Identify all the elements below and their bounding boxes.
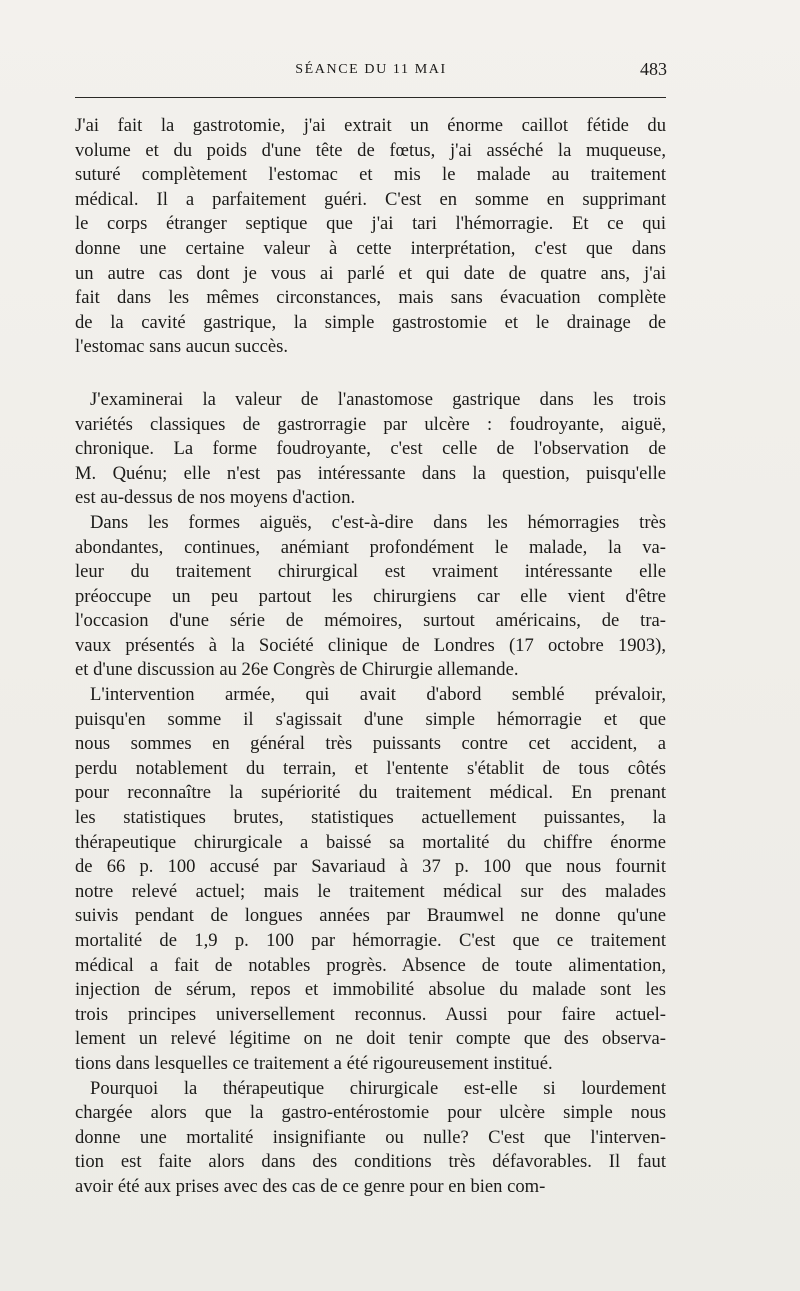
text-line: chronique. La forme foudroyante, c'est celle de l'observation de — [75, 438, 666, 460]
header-rule — [75, 97, 666, 98]
text-line: suturé complètement l'estomac et mis le malade au traitement — [75, 164, 666, 186]
text-line: thérapeutique chirurgicale a baissé sa mortalité du chiffre énorme — [75, 831, 666, 853]
text-line: volume et du poids d'une tête de fœtus, j'ai asséché la muqueuse, — [75, 139, 666, 161]
text-line: tion est faite alors dans des conditions très défavorables. Il faut — [75, 1151, 666, 1173]
text-line: les statistiques brutes, statistiques actuellement puissantes, la — [75, 807, 666, 829]
text-line: variétés classiques de gastrorragie par ulcère : foudroyante, aiguë, — [75, 413, 666, 435]
text-line: de 66 p. 100 accusé par Savariaud à 37 p. 100 que nous fournit — [75, 856, 666, 878]
text-line: M. Quénu; elle n'est pas intéressante dans la question, puisqu'elle — [75, 462, 666, 484]
text-line: perdu notablement du terrain, et l'entente s'établit de tous côtés — [75, 757, 666, 779]
text-line: J'ai fait la gastrotomie, j'ai extrait un énorme caillot fétide du — [75, 115, 666, 136]
text-line: abondantes, continues, anémiant profondément le malade, la va- — [75, 536, 666, 558]
text-line: est au-dessus de nos moyens d'action. — [75, 487, 356, 509]
text-line: puisqu'en somme il s'agissait d'une simple hémorragie et que — [75, 708, 666, 730]
text-line: l'estomac sans aucun succès. — [75, 336, 288, 358]
text-line: et d'une discussion au 26e Congrès de Chirurgie allemande. — [75, 659, 519, 681]
text-line: chargée alors que la gastro-entérostomie pour ulcère simple nous — [75, 1102, 666, 1124]
text-line: fait dans les mêmes circonstances, mais sans évacuation complète — [75, 287, 666, 309]
running-title: SÉANCE DU 11 MAI — [295, 62, 447, 77]
text-line: notre relevé actuel; mais le traitement médical sur des malades — [75, 880, 666, 902]
text-line: donne une certaine valeur à cette interprétation, c'est que dans — [75, 237, 666, 259]
text-line: avoir été aux prises avec des cas de ce genre pour en bien com- — [75, 1175, 546, 1197]
text-line: un autre cas dont je vous ai parlé et qui date de quatre ans, j'ai — [75, 262, 666, 284]
text-line: médical a fait de notables progrès. Absence de toute alimentation, — [75, 954, 666, 976]
text-line: suivis pendant de longues années par Braumwel ne donne qu'une — [75, 905, 666, 927]
text-line: médical. Il a parfaitement guéri. C'est en somme en supprimant — [75, 188, 666, 210]
text-line: tions dans lesquelles ce traitement a été rigoureusement institué. — [75, 1052, 553, 1074]
text-line: donne une mortalité insignifiante ou nulle? C'est que l'interven- — [75, 1126, 666, 1148]
text-line: Dans les formes aiguës, c'est-à-dire dans les hémorragies très — [90, 511, 666, 533]
text-line: préoccupe un peu partout les chirurgiens car elle vient d'être — [75, 585, 666, 607]
text-line: trois principes universellement reconnus. Aussi pour faire actuel- — [75, 1003, 666, 1025]
text-line: Pourquoi la thérapeutique chirurgicale est-elle si lourdement — [90, 1077, 666, 1099]
paragraph-gap — [75, 360, 666, 388]
text-line: injection de sérum, repos et immobilité absolue du malade sont les — [75, 979, 666, 1001]
text-line: nous sommes en général très puissants contre cet accident, a — [75, 733, 666, 755]
text-line: de la cavité gastrique, la simple gastrostomie et le drainage de — [75, 311, 666, 333]
text-line: le corps étranger septique que j'ai tari l'hémorragie. Et ce qui — [75, 213, 666, 235]
text-line: vaux présentés à la Société clinique de Londres (17 octobre 1903), — [75, 634, 666, 656]
page-number: 483 — [640, 59, 667, 79]
text-line: J'examinerai la valeur de l'anastomose gastrique dans les trois — [90, 388, 666, 410]
text-line: lement un relevé légitime on ne doit tenir compte que des observa- — [75, 1028, 666, 1050]
text-line: mortalité de 1,9 p. 100 par hémorragie. C'est que ce traitement — [75, 930, 666, 951]
text-line: L'intervention armée, qui avait d'abord semblé prévaloir, — [90, 684, 666, 706]
body-text — [75, 114, 666, 1200]
text-line: pour reconnaître la supériorité du traitement médical. En prenant — [75, 782, 666, 804]
page-header — [75, 58, 667, 84]
text-line: l'occasion d'une série de mémoires, surtout américains, de tra- — [75, 610, 666, 632]
text-line: leur du traitement chirurgical est vraiment intéressante elle — [75, 561, 666, 583]
